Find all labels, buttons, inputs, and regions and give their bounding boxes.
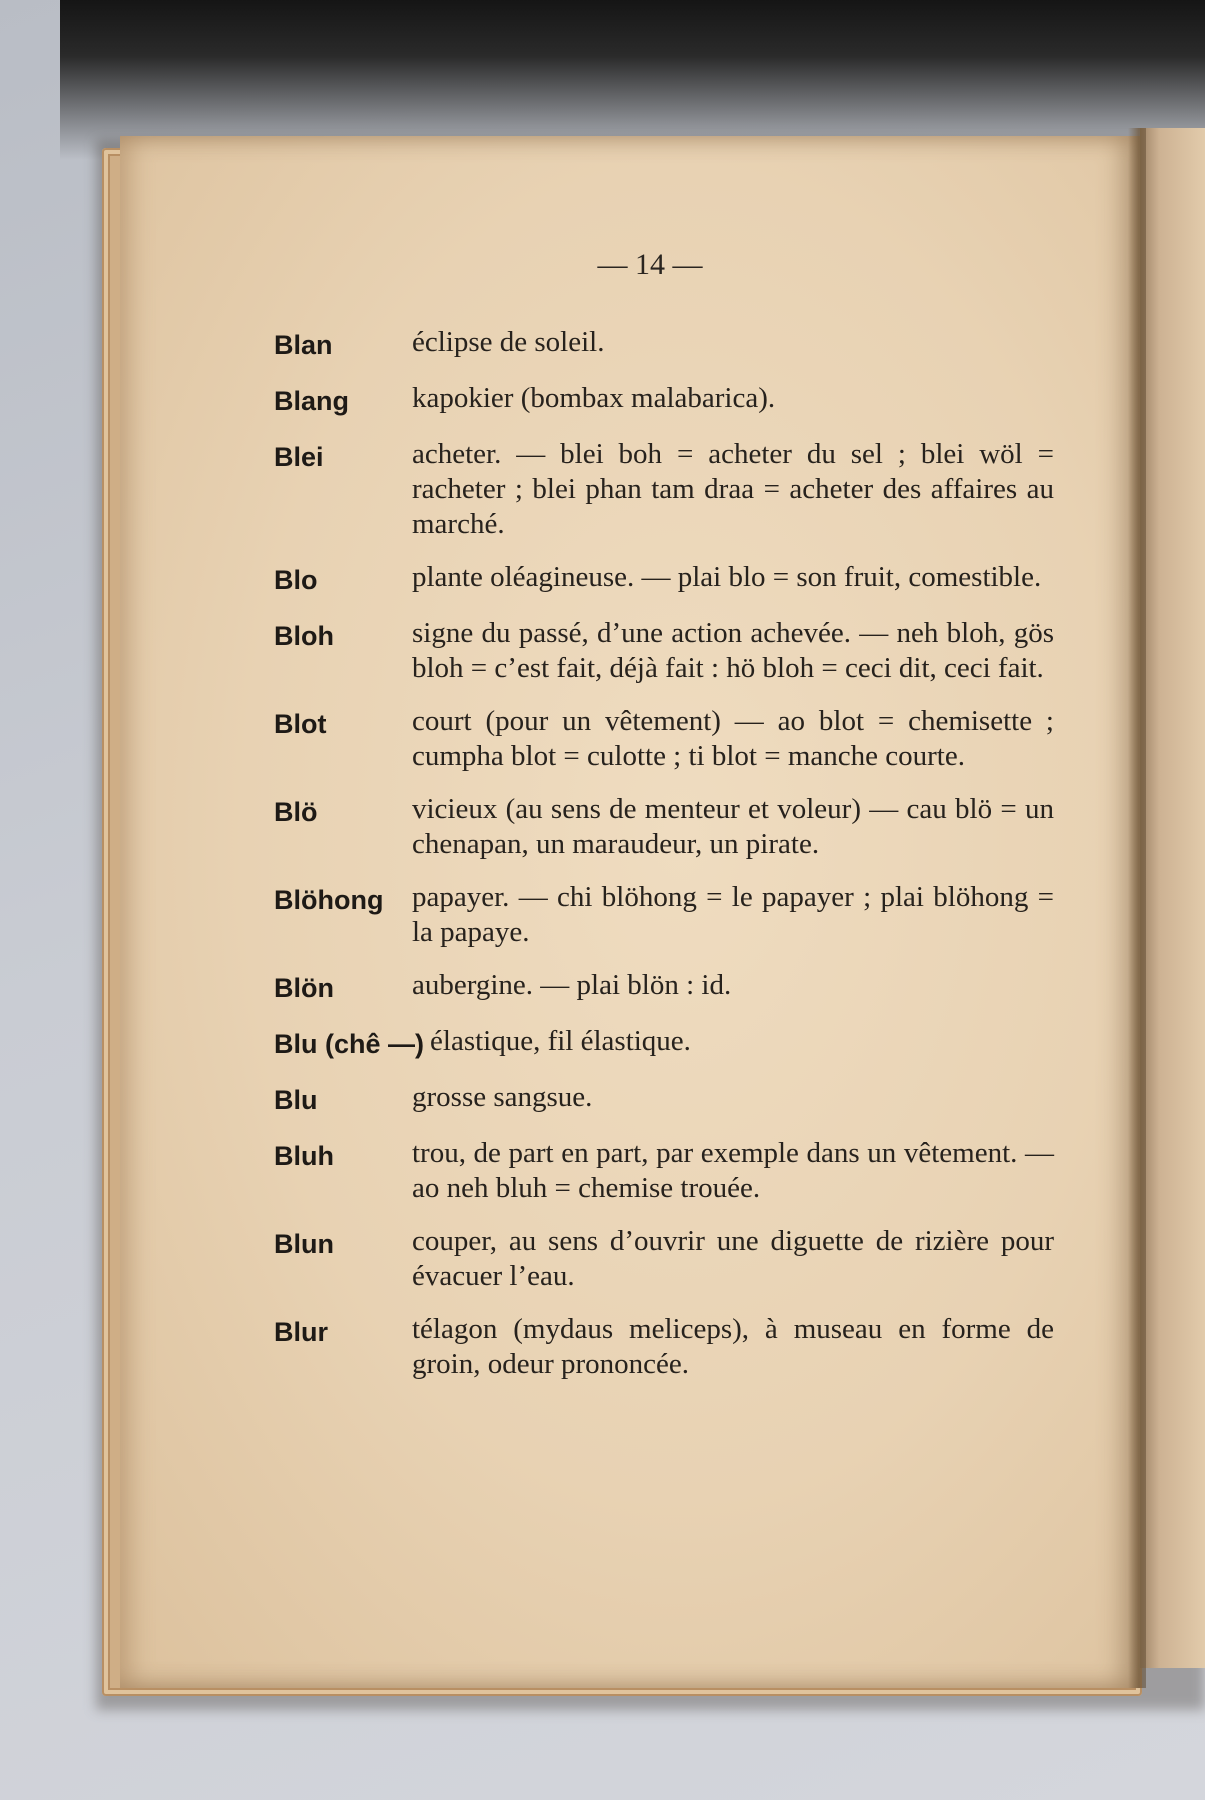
dictionary-entry bbox=[274, 1024, 1054, 1062]
entry-definition: court (pour un vêtement) — ao blot = chemisette ; cumpha blot = culotte ; ti blot = manche courte. bbox=[412, 705, 1054, 772]
entry-definition: kapokier (bombax malabarica). bbox=[412, 382, 776, 414]
entry-term: Blö bbox=[274, 797, 318, 827]
dictionary-entry bbox=[274, 792, 1054, 862]
entry-term: Blöhong bbox=[274, 885, 384, 915]
facing-page bbox=[1140, 128, 1205, 1668]
entry-definition: élastique, fil élastique. bbox=[430, 1025, 691, 1057]
entry-term: Blan bbox=[274, 330, 333, 360]
entry-definition: trou, de part en part, par exemple dans un vêtement. — ao neh bluh = chemise trouée. bbox=[412, 1137, 1054, 1204]
entry-term: Blo bbox=[274, 565, 318, 595]
dictionary-entry bbox=[274, 1224, 1054, 1294]
dictionary-entry bbox=[274, 616, 1054, 686]
entry-definition: télagon (mydaus meliceps), à museau en forme de groin, odeur prononcée. bbox=[412, 1313, 1054, 1380]
entry-term: Blei bbox=[274, 442, 324, 472]
entry-definition: éclipse de soleil. bbox=[412, 326, 605, 358]
entry-definition: aubergine. — plai blön : id. bbox=[412, 969, 732, 1001]
dictionary-entry bbox=[274, 1312, 1054, 1382]
entry-term: Blu (chê —) bbox=[274, 1029, 425, 1059]
dictionary-entry bbox=[274, 1080, 1054, 1118]
entry-term: Blön bbox=[274, 973, 334, 1003]
page-gutter bbox=[1128, 128, 1146, 1688]
dictionary-entry bbox=[274, 381, 1054, 419]
dictionary-entry bbox=[274, 968, 1054, 1006]
dictionary-entry bbox=[274, 880, 1054, 950]
dictionary-entries bbox=[274, 325, 1054, 1400]
entry-term: Bloh bbox=[274, 621, 334, 651]
dictionary-entry bbox=[274, 560, 1054, 598]
entry-term: Blang bbox=[274, 386, 350, 416]
entry-term: Blot bbox=[274, 709, 327, 739]
entry-definition: grosse sangsue. bbox=[412, 1081, 593, 1113]
entry-definition: couper, au sens d’ouvrir une diguette de rizière pour évacuer l’eau. bbox=[412, 1225, 1054, 1292]
entry-term: Bluh bbox=[274, 1141, 334, 1171]
entry-term: Blun bbox=[274, 1229, 334, 1259]
dictionary-entry bbox=[274, 325, 1054, 363]
entry-definition: acheter. — blei boh = acheter du sel ; blei wöl = racheter ; blei phan tam draa = acheter des affaires au marché. bbox=[412, 438, 1054, 540]
dictionary-entry bbox=[274, 437, 1054, 542]
entry-definition: plante oléagineuse. — plai blo = son fruit, comestible. bbox=[412, 561, 1042, 593]
entry-definition: signe du passé, d’une action achevée. — neh bloh, gös bloh = c’est fait, déjà fait : hö bloh = ceci dit, ceci fait. bbox=[412, 617, 1054, 684]
entry-term: Blur bbox=[274, 1317, 328, 1347]
dictionary-entry bbox=[274, 704, 1054, 774]
page-number: — 14 — bbox=[597, 248, 703, 281]
entry-definition: papayer. — chi blöhong = le papayer ; plai blöhong = la papaye. bbox=[412, 881, 1054, 948]
entry-definition: vicieux (au sens de menteur et voleur) — cau blö = un chenapan, un maraudeur, un pirate. bbox=[412, 793, 1054, 860]
dictionary-entry bbox=[274, 1136, 1054, 1206]
entry-term: Blu bbox=[274, 1085, 318, 1115]
